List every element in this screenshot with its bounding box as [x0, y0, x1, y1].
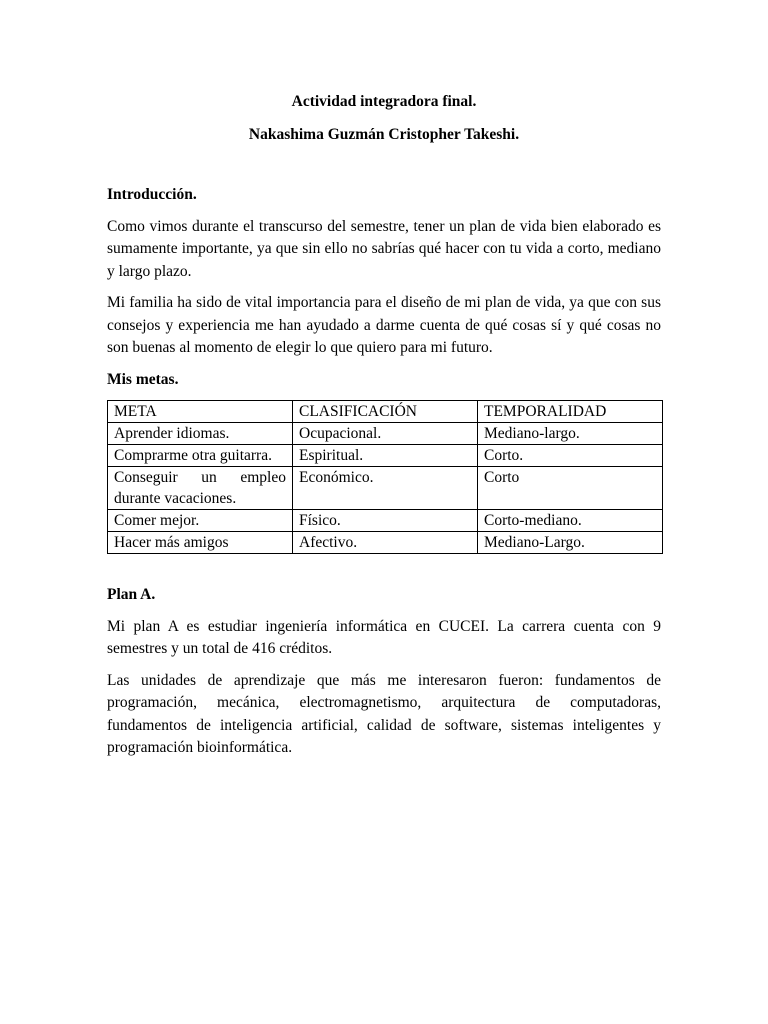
- table-cell-clasificacion: Espiritual.: [293, 445, 478, 467]
- document-author: Nakashima Guzmán Cristopher Takeshi.: [248, 125, 520, 143]
- table-row: [108, 423, 663, 445]
- table-row: [108, 445, 663, 467]
- table-cell-meta: Comprarme otra guitarra.: [108, 445, 293, 467]
- table-cell-temporalidad: Corto.: [478, 445, 663, 467]
- introduction-paragraph: Como vimos durante el transcurso del semestre, tener un plan de vida bien elaborado es sumamente importante, ya que sin ello no sabrías qué hacer con tu vida a corto, mediano y largo plazo.: [107, 217, 661, 280]
- goals-heading: Mis metas.: [107, 370, 179, 388]
- table-cell-meta: Conseguir un empleo durante vacaciones.: [108, 467, 293, 510]
- table-cell-clasificacion: Físico.: [293, 510, 478, 532]
- column-header-meta: META: [108, 401, 293, 423]
- table-cell-temporalidad: Mediano-largo.: [478, 423, 663, 445]
- introduction-paragraph: Mi familia ha sido de vital importancia para el diseño de mi plan de vida, ya que con sus consejos y experiencia me han ayudado a darme cuenta de qué cosas sí y qué cosas no son buenas al momento de elegir lo que quiero para mi futuro.: [107, 294, 661, 356]
- column-header-clasificacion: CLASIFICACIÓN: [293, 401, 478, 423]
- table-cell-temporalidad: Corto-mediano.: [478, 510, 663, 532]
- table-cell-clasificacion: Ocupacional.: [293, 423, 478, 445]
- table-cell-clasificacion: Económico.: [293, 467, 478, 510]
- introduction-heading: Introducción.: [107, 186, 197, 203]
- document-title: Actividad integradora final.: [291, 93, 477, 110]
- table-cell-clasificacion: Afectivo.: [293, 532, 478, 554]
- table-row: [108, 467, 663, 510]
- table-cell-meta: Hacer más amigos: [108, 532, 293, 554]
- table-header-row: [108, 401, 663, 423]
- table-cell-meta: Aprender idiomas.: [108, 423, 293, 445]
- plan-a-paragraph: Mi plan A es estudiar ingeniería informática en CUCEI. La carrera cuenta con 9 semestres y un total de 416 créditos.: [107, 617, 661, 657]
- table-cell-temporalidad: Mediano-Largo.: [478, 532, 663, 554]
- table-row: [108, 510, 663, 532]
- plan-a-paragraph: Las unidades de aprendizaje que más me interesaron fueron: fundamentos de programación, mecánica, electromagnetismo, arquitectura de computadoras, fundamentos de inteligencia artificial, calidad de software, sistemas inteligentes y programación bioinformática.: [107, 671, 661, 756]
- table-cell-temporalidad: Corto: [478, 467, 663, 510]
- table-cell-meta: Comer mejor.: [108, 510, 293, 532]
- document-page: [107, 91, 661, 769]
- column-header-temporalidad: TEMPORALIDAD: [478, 401, 663, 423]
- table-row: [108, 532, 663, 554]
- goals-table: [107, 400, 663, 554]
- plan-a-heading: Plan A.: [107, 586, 156, 603]
